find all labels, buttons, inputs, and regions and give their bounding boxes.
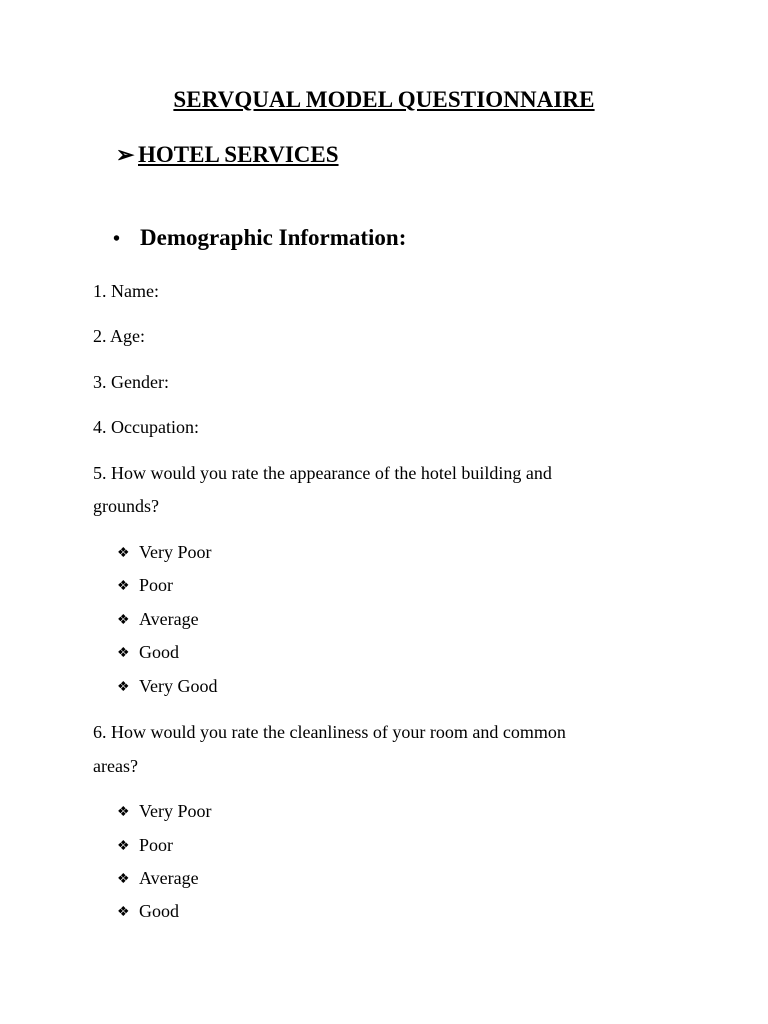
section-heading [116, 142, 339, 168]
option-label: Very Good [139, 676, 218, 696]
diamond-bullet-icon: ❖ [117, 546, 130, 561]
diamond-bullet-icon: ❖ [117, 872, 130, 887]
question-5-option [117, 676, 218, 697]
demographic-item-gender: 3. Gender: [93, 372, 169, 392]
document-title: SERVQUAL MODEL QUESTIONNAIRE [173, 87, 595, 112]
option-label: Very Poor [139, 801, 212, 821]
demographic-item-occupation: 4. Occupation: [93, 417, 199, 437]
option-label: Average [139, 868, 199, 888]
question-5-option [117, 609, 199, 630]
subsection-heading-label: Demographic Information: [140, 225, 407, 250]
question-6-option [117, 801, 212, 822]
option-label: Good [139, 901, 179, 921]
question-5-option [117, 642, 179, 663]
question-6-option [117, 868, 199, 889]
diamond-bullet-icon: ❖ [117, 839, 130, 854]
diamond-bullet-icon: ❖ [117, 680, 130, 695]
demographic-item-name: 1. Name: [93, 281, 159, 301]
option-label: Poor [139, 575, 174, 595]
demographic-item-age: 2. Age: [93, 326, 145, 346]
option-label: Average [139, 609, 199, 629]
diamond-bullet-icon: ❖ [117, 805, 130, 820]
question-6-text-continued: areas? [93, 756, 138, 776]
option-label: Good [139, 642, 179, 662]
diamond-bullet-icon: ❖ [117, 905, 130, 920]
section-heading-label: HOTEL SERVICES [138, 142, 339, 167]
diamond-bullet-icon: ❖ [117, 646, 130, 661]
question-5-option [117, 542, 212, 563]
question-6-option [117, 901, 179, 922]
question-5-option [117, 575, 173, 596]
round-bullet-icon: • [113, 228, 121, 250]
diamond-bullet-icon: ❖ [117, 613, 130, 628]
diamond-bullet-icon: ❖ [117, 579, 130, 594]
subsection-heading [113, 225, 406, 251]
question-6-text: 6. How would you rate the cleanliness of your room and common [93, 722, 566, 742]
option-label: Very Poor [139, 542, 212, 562]
arrowhead-bullet-icon: ➢ [116, 142, 135, 167]
option-label: Poor [139, 835, 174, 855]
question-5-text-continued: grounds? [93, 496, 159, 516]
question-5-text: 5. How would you rate the appearance of the hotel building and [93, 463, 552, 483]
question-6-option [117, 835, 173, 856]
